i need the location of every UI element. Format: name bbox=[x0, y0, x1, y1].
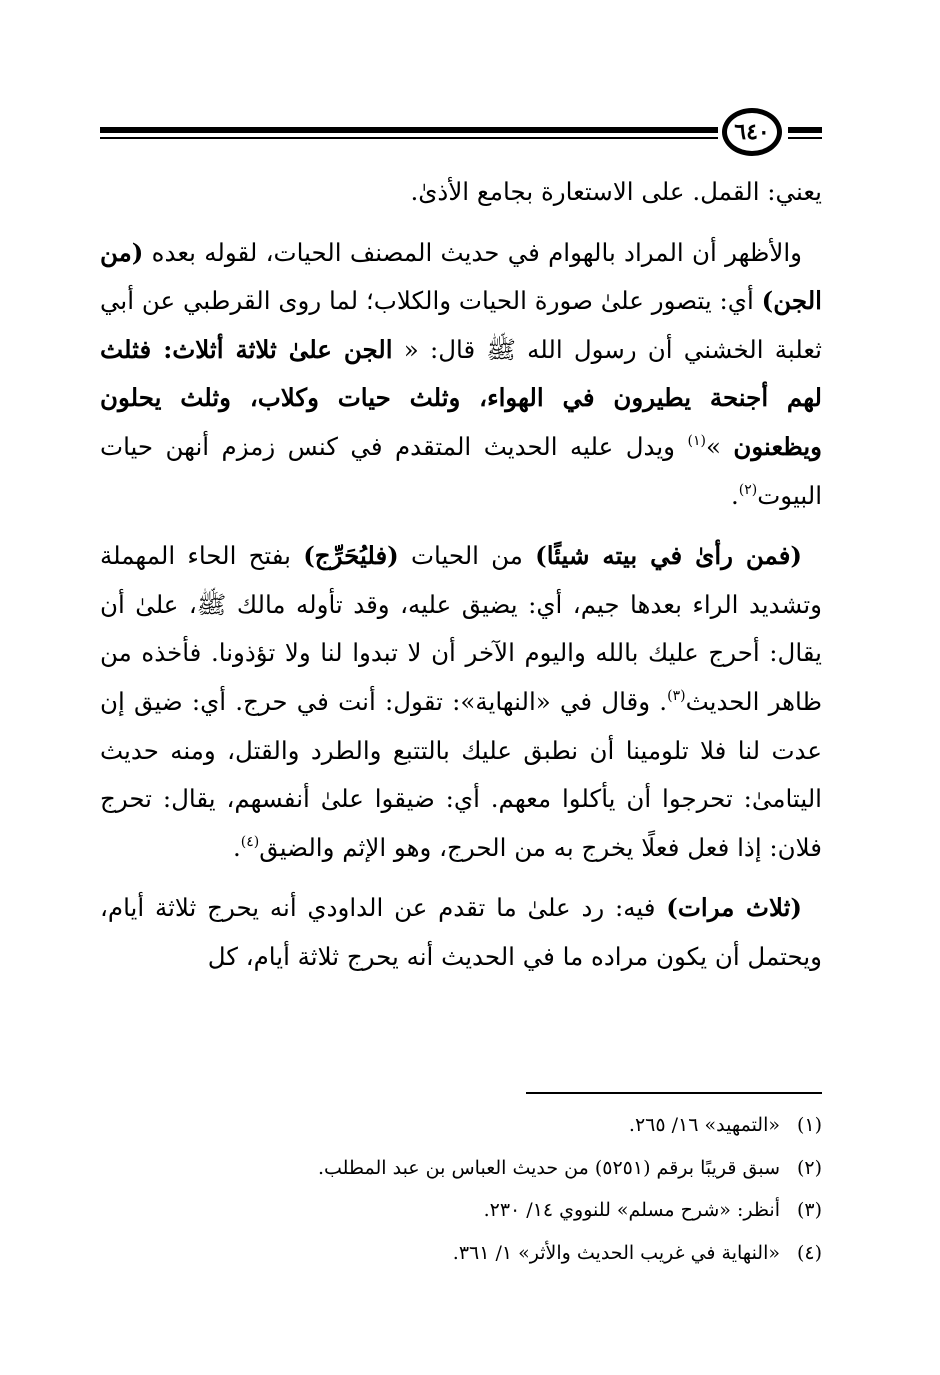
bold-text-run: الجن علىٰ ثلاثة أثلاث: فثلث لهم أجنحة يطيرون في الهواء، وثلث حيات وكلاب، وثلث يحلون ويظعنون bbox=[100, 334, 823, 461]
page-number: ٦٤٠ bbox=[722, 108, 782, 156]
text-run: يعني: القمل. على الاستعارة بجامع الأذىٰ. bbox=[410, 177, 822, 206]
text-run: بفتح الحاء المهملة وتشديد الراء بعدها جيم، أي: يضيق عليه، وقد تأوله مالك ﷺ، علىٰ أن يقال: أحرج عليك بالله واليوم الآخر أن لا تبدوا لنا ولا تؤذونا. فأخذه من ظاهر الحديث bbox=[100, 541, 822, 716]
footnote-number: (٣) bbox=[796, 1199, 822, 1221]
footnote bbox=[100, 1104, 822, 1147]
paragraph bbox=[100, 532, 822, 872]
footnote-text: «النهاية في غريب الحديث والأثر» ١/ ٣٦١. bbox=[452, 1241, 780, 1264]
footnote-text: سبق قريبًا برقم (٥٢٥١) من حديث العباس بن عبد المطلب. bbox=[317, 1156, 780, 1179]
footnote-text: أنظر: «شرح مسلم» للنووي ١٤/ ٢٣٠. bbox=[483, 1199, 780, 1221]
footnote bbox=[100, 1232, 822, 1275]
footnote-ref: (٣) bbox=[667, 687, 686, 704]
footnote-number: (٤) bbox=[796, 1241, 822, 1264]
text-run: ويدل عليه الحديث المتقدم في كنس زمزم أنهن حيات البيوت bbox=[100, 431, 822, 510]
paragraph bbox=[100, 168, 822, 217]
text-run: . bbox=[233, 832, 241, 862]
page-header bbox=[100, 108, 822, 158]
paragraph bbox=[100, 884, 822, 981]
text-run: أي: يتصور علىٰ صورة الحيات والكلاب؛ لما روى القرطبي عن أبي ثعلبة الخشني أن رسول الله ﷺ قال: « bbox=[100, 286, 822, 364]
footnotes bbox=[100, 1104, 822, 1274]
footnote-number: (١) bbox=[796, 1114, 822, 1136]
footnote-ref: (٤) bbox=[240, 833, 260, 850]
text-run: فيه: رد علىٰ ما تقدم عن الداودي أنه يحرج ثلاثة أيام، ويحتمل أن يكون مراده ما في الحديث أنه يحرج ثلاثة أيام، كل bbox=[100, 893, 822, 971]
header-rule-thin bbox=[100, 137, 718, 139]
footnote-number: (٢) bbox=[796, 1156, 822, 1179]
text-run: . وقال في «النهاية»: تقول: أنت في حرج. أي: ضيق إن عدت لنا فلا تلومينا أن نطبق عليك بالتتبع والطرد والقتل، ومنه حديث اليتامىٰ: تحرجوا أن يأكلوا معهم. أي: ضيقوا علىٰ أنفسهم، يقال: تحرج فلان: إذا فعل فعلًا يخرج به من الحرج، وهو الإثم والضيق bbox=[100, 686, 822, 862]
footnote-text: «التمهيد» ١٦/ ٢٦٥. bbox=[628, 1114, 780, 1136]
text-run: . bbox=[730, 480, 739, 510]
header-rule-right-thick bbox=[788, 127, 822, 133]
footnote-separator bbox=[526, 1092, 822, 1094]
text-run: والأظهر أن المراد بالهوام في حديث المصنف الحيات، لقوله بعده bbox=[143, 237, 802, 267]
footnote bbox=[100, 1147, 822, 1190]
footnote-ref: (١) bbox=[687, 432, 706, 449]
bold-text-run: (من الجن) bbox=[100, 237, 822, 316]
header-rule-right-thin bbox=[788, 137, 822, 139]
bold-text-run: (ثلاث مرات) bbox=[666, 893, 802, 923]
footnote bbox=[100, 1189, 822, 1232]
text-run: من الحيات bbox=[398, 541, 536, 571]
header-rule-thick bbox=[100, 127, 718, 133]
footnote-ref: (٢) bbox=[738, 481, 758, 498]
bold-text-run: (فمن رأىٰ في بيته شيئًا) bbox=[535, 541, 802, 571]
main-text bbox=[100, 168, 822, 982]
paragraph bbox=[100, 229, 822, 521]
bold-text-run: (فليُحَرِّج) bbox=[303, 541, 399, 571]
text-run: » bbox=[705, 431, 734, 461]
